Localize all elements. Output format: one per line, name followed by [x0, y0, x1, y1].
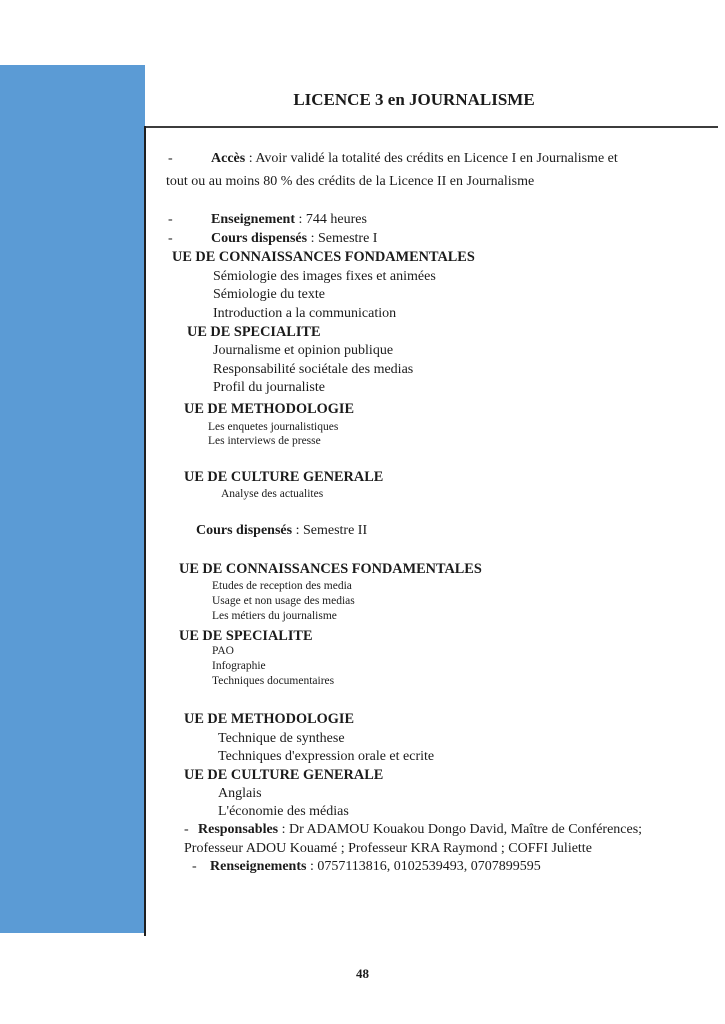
cours-semestre1-label: Cours dispensés	[211, 231, 308, 246]
ue-heading-connaissances-s1: UE DE CONNAISSANCES FONDAMENTALES	[172, 249, 475, 265]
cours-semestre1-line	[168, 229, 377, 248]
dash-bullet: -	[168, 151, 173, 166]
course-item: Techniques d'expression orale et ecrite	[218, 749, 435, 764]
sidebar-accent-bar	[0, 65, 145, 933]
dash-bullet: -	[168, 212, 173, 227]
vertical-rule	[144, 126, 146, 936]
ue-heading-methodologie-s1: UE DE METHODOLOGIE	[184, 401, 354, 417]
cours-semestre2-label: Cours dispensés	[196, 523, 293, 538]
course-item: Analyse des actualites	[221, 488, 324, 500]
ue-heading-culture-s1: UE DE CULTURE GENERALE	[184, 469, 384, 485]
cours-semestre2-line	[196, 521, 367, 540]
course-item: Technique de synthese	[218, 731, 345, 746]
responsables-line1	[184, 820, 642, 839]
ue-heading-specialite-s1: UE DE SPECIALITE	[187, 324, 321, 340]
enseignement-value: : 744 heures	[295, 212, 367, 227]
access-paragraph-line1	[168, 149, 618, 168]
course-item: Les métiers du journalisme	[212, 610, 337, 622]
ue-heading-specialite-s2: UE DE SPECIALITE	[179, 628, 313, 644]
course-item: Infographie	[212, 660, 266, 672]
course-item: L'économie des médias	[218, 804, 349, 819]
page-title: LICENCE 3 en JOURNALISME	[293, 90, 535, 109]
course-item: Techniques documentaires	[212, 675, 335, 687]
enseignement-label: Enseignement	[211, 212, 295, 227]
course-item: Sémiologie des images fixes et animées	[213, 269, 436, 284]
course-item: Sémiologie du texte	[213, 287, 325, 302]
horizontal-rule	[146, 126, 718, 128]
course-item: Introduction a la communication	[213, 306, 397, 321]
enseignement-line	[168, 210, 367, 229]
course-item: PAO	[212, 645, 234, 657]
dash-bullet: -	[184, 822, 189, 837]
access-text: : Avoir validé la totalité des crédits en Licence I en Journalisme et	[245, 151, 618, 166]
course-item: Usage et non usage des medias	[212, 595, 355, 607]
course-item: Anglais	[218, 786, 262, 801]
cours-semestre2-value: : Semestre II	[292, 523, 368, 538]
ue-heading-methodologie-s2: UE DE METHODOLOGIE	[184, 711, 354, 727]
renseignements-line	[192, 857, 541, 876]
course-item: Les interviews de presse	[208, 435, 321, 447]
course-item: Profil du journaliste	[213, 380, 325, 395]
course-item: Les enquetes journalistiques	[208, 421, 339, 433]
ue-heading-connaissances-s2: UE DE CONNAISSANCES FONDAMENTALES	[179, 561, 482, 577]
cours-semestre1-value: : Semestre I	[307, 231, 378, 246]
dash-bullet: -	[192, 859, 197, 874]
ue-heading-culture-s2: UE DE CULTURE GENERALE	[184, 767, 384, 783]
access-label: Accès	[211, 151, 246, 166]
page-number: 48	[356, 966, 369, 981]
responsables-text: : Dr ADAMOU Kouakou Dongo David, Maître de Conférences;	[278, 822, 643, 837]
access-paragraph-line2: tout ou au moins 80 % des crédits de la Licence II en Journalisme	[166, 174, 535, 189]
renseignements-value: : 0757113816, 0102539493, 0707899595	[306, 859, 541, 874]
responsables-label: Responsables	[198, 822, 279, 837]
dash-bullet: -	[168, 231, 173, 246]
responsables-line2: Professeur ADOU Kouamé ; Professeur KRA Raymond ; COFFI Juliette	[184, 841, 592, 856]
course-item: Etudes de reception des media	[212, 580, 352, 592]
course-item: Responsabilité sociétale des medias	[213, 362, 414, 377]
renseignements-label: Renseignements	[210, 859, 307, 874]
course-item: Journalisme et opinion publique	[213, 343, 394, 358]
